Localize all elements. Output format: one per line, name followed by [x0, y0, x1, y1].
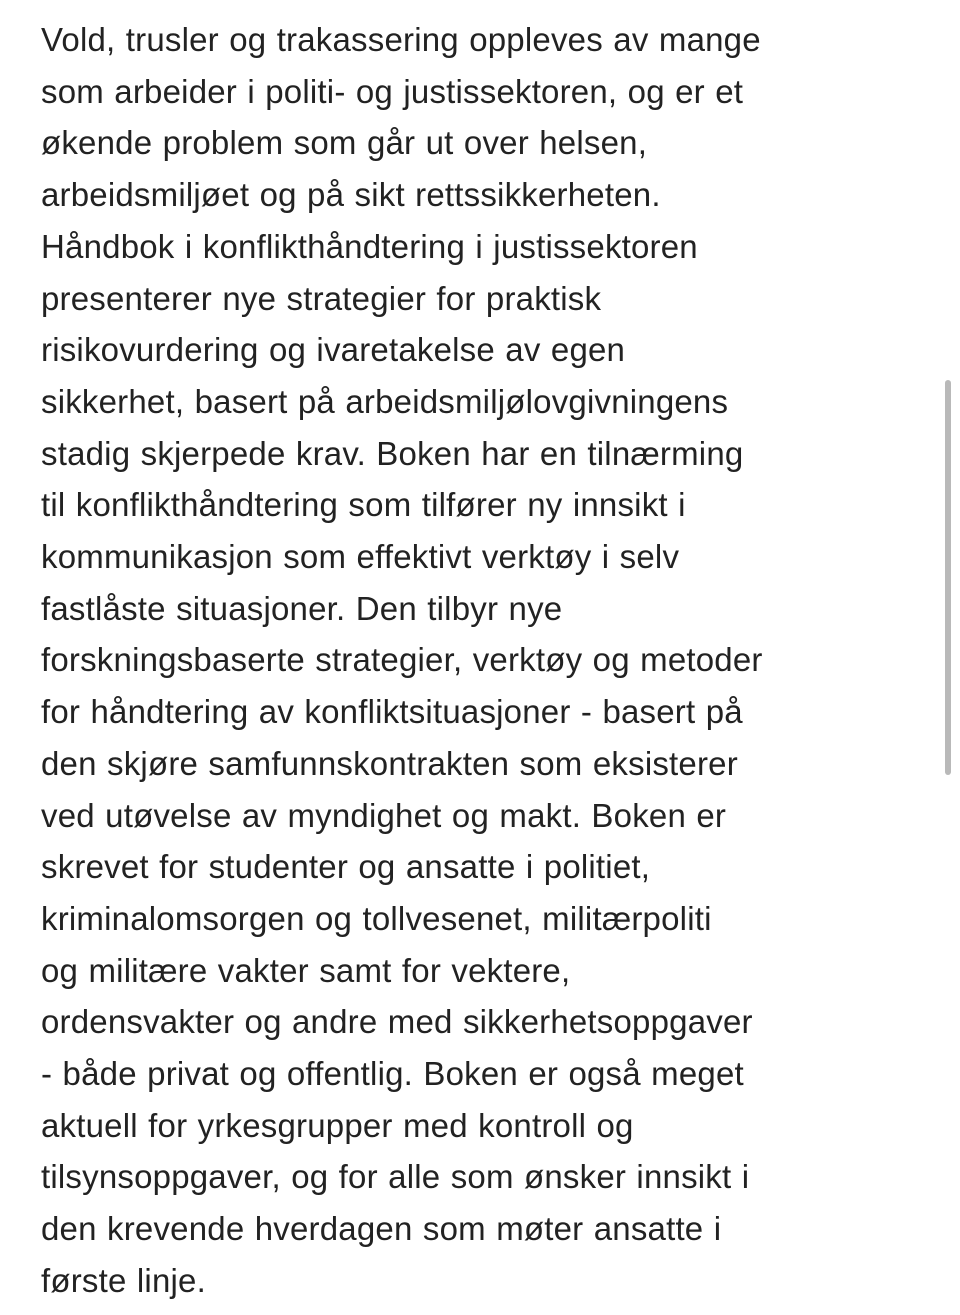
text-line-16: ved utøvelse av myndighet og makt. Boken er — [41, 796, 727, 834]
text-line-3: økende problem som går ut over helsen, — [41, 124, 648, 162]
text-line-14: for håndtering av konfliktsituasjoner - basert på — [41, 693, 743, 731]
text-line-25: første linje. — [41, 1261, 206, 1299]
book-description — [41, 14, 936, 1307]
text-line-2: som arbeider i politi- og justissektoren, og er et — [41, 72, 744, 110]
scrollbar-thumb[interactable] — [945, 380, 951, 775]
text-line-10: til konflikthåndtering som tilfører ny innsikt i — [41, 486, 686, 524]
text-line-6: presenterer nye strategier for praktisk — [41, 279, 602, 317]
text-line-18: kriminalomsorgen og tollvesenet, militærpoliti — [41, 899, 712, 937]
text-line-23: tilsynsoppgaver, og for alle som ønsker innsikt i — [41, 1158, 750, 1196]
text-line-7: risikovurdering og ivaretakelse av egen — [41, 331, 626, 369]
text-line-11: kommunikasjon som effektivt verktøy i selv — [41, 538, 680, 576]
text-line-13: forskningsbaserte strategier, verktøy og metoder — [41, 641, 763, 679]
text-line-5: Håndbok i konflikthåndtering i justissektoren — [41, 227, 698, 265]
text-line-20: ordensvakter og andre med sikkerhetsoppgaver — [41, 1003, 753, 1041]
text-line-4: arbeidsmiljøet og på sikt rettssikkerheten. — [41, 176, 661, 214]
text-line-9: stadig skjerpede krav. Boken har en tilnærming — [41, 434, 744, 472]
text-line-15: den skjøre samfunnskontrakten som eksisterer — [41, 744, 738, 782]
text-line-12: fastlåste situasjoner. Den tilbyr nye — [41, 589, 563, 627]
text-line-22: aktuell for yrkesgrupper med kontroll og — [41, 1106, 634, 1144]
text-line-19: og militære vakter samt for vektere, — [41, 951, 571, 989]
text-line-21: - både privat og offentlig. Boken er også meget — [41, 1055, 744, 1093]
text-line-1: Vold, trusler og trakassering oppleves av mange — [41, 21, 761, 58]
text-line-24: den krevende hverdagen som møter ansatte i — [41, 1210, 722, 1248]
text-line-8: sikkerhet, basert på arbeidsmiljølovgivningens — [41, 382, 729, 420]
text-line-17: skrevet for studenter og ansatte i politiet, — [41, 848, 651, 886]
